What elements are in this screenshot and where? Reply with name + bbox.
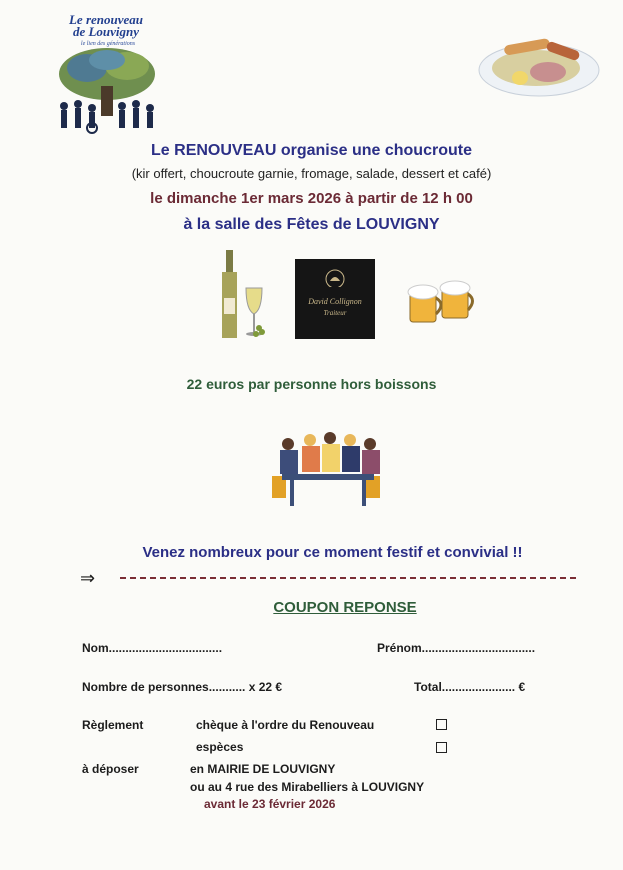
address-line2: ou au 4 rue des Mirabelliers à LOUVIGNY — [190, 780, 425, 794]
logo-subtitle: le lien des générations — [80, 41, 136, 47]
friends-dinner-image — [266, 424, 392, 510]
caterer-logo — [295, 259, 375, 339]
wine-bottle-image — [218, 250, 270, 342]
caterer-name: David Collignon — [308, 297, 362, 306]
cloche-icon — [325, 269, 345, 287]
reglement-label: Règlement — [82, 718, 144, 732]
total-field[interactable]: Total...................... € — [414, 680, 526, 694]
address-line1: en MAIRIE DE LOUVIGNY — [190, 762, 336, 776]
event-title: Le RENOUVEAU organise une choucroute — [151, 142, 472, 159]
arrow-icon: ⇒ — [80, 568, 96, 588]
logo-title — [56, 14, 156, 38]
nombre-personnes-field[interactable]: Nombre de personnes........... x 22 € — [82, 680, 283, 694]
event-date: le dimanche 1er mars 2026 à partir de 12 h 00 — [150, 190, 473, 207]
prenom-field[interactable]: Prénom.................................. — [377, 641, 536, 655]
price-text: 22 euros par personne hors boissons — [186, 376, 437, 392]
cheque-checkbox[interactable] — [436, 719, 447, 730]
deadline-text: avant le 23 février 2026 — [204, 797, 336, 811]
especes-checkbox[interactable] — [436, 742, 447, 753]
nom-field[interactable]: Nom.................................. — [82, 641, 223, 655]
option-especes-label: espèces — [196, 740, 244, 754]
logo-title-line2: de Louvigny — [72, 24, 140, 39]
cut-line — [120, 577, 576, 579]
event-menu: (kir offert, choucroute garnie, fromage, salade, dessert et café) — [131, 166, 492, 181]
tree-logo-image — [52, 46, 162, 134]
choucroute-plate-image — [476, 32, 602, 98]
deposer-label: à déposer — [82, 762, 139, 776]
beer-mugs-image — [406, 276, 478, 332]
coupon-title: COUPON REPONSE — [273, 599, 417, 616]
event-place: à la salle des Fêtes de LOUVIGNY — [183, 216, 440, 233]
logo-title-line1: Le renouveau — [68, 12, 144, 27]
option-cheque-label: chèque à l'ordre du Renouveau — [196, 718, 375, 732]
invitation-text: Venez nombreux pour ce moment festif et convivial !! — [142, 544, 523, 561]
caterer-label: Traiteur — [323, 309, 347, 317]
